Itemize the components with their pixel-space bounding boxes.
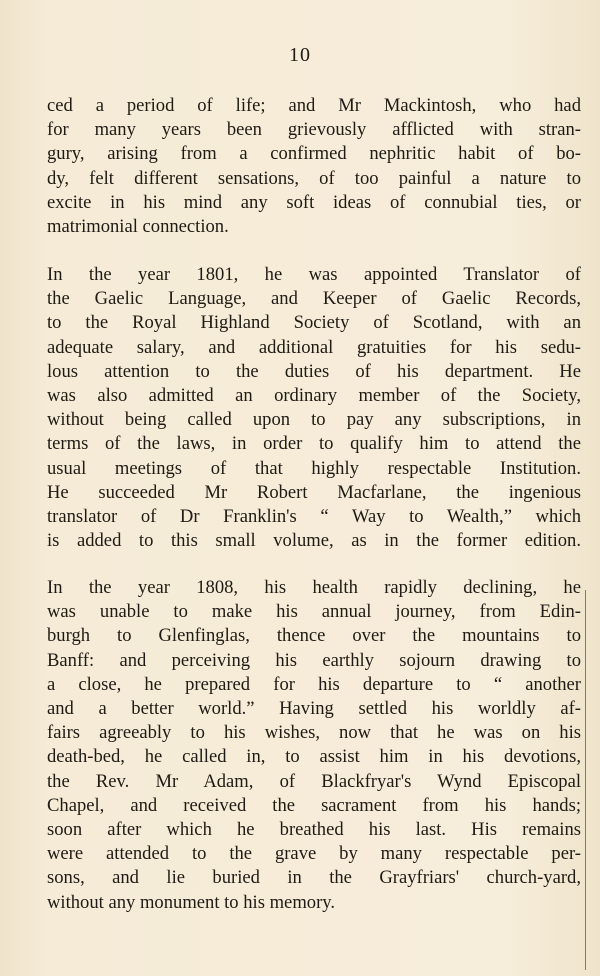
text-line: and a better world.” Having settled his worldly af-	[47, 698, 581, 720]
text-line: soon after which he breathed his last. His remains	[47, 819, 581, 841]
paragraph-1	[47, 94, 581, 239]
text-line: terms of the laws, in order to qualify him to attend the	[47, 433, 581, 455]
text-line: lous attention to the duties of his department. He	[47, 360, 581, 382]
text-line: Chapel, and received the sacrament from his hands;	[47, 794, 581, 816]
text-line: usual meetings of that highly respectable Institution.	[47, 457, 581, 479]
text-line: the Gaelic Language, and Keeper of Gaelic Records,	[47, 288, 581, 310]
text-line: a close, he prepared for his departure to “ another	[47, 673, 581, 695]
text-line: death-bed, he called in, to assist him in his devotions,	[47, 746, 581, 768]
text-line: is added to this small volume, as in the former edition.	[47, 530, 581, 552]
text-line: Banff: and perceiving his earthly sojourn drawing to	[47, 649, 581, 671]
text-line: were attended to the grave by many respectable per-	[47, 843, 581, 865]
paragraph-3	[47, 576, 581, 915]
text-line: without any monument to his memory.	[47, 891, 336, 913]
text-line: ced a period of life; and Mr Mackintosh, who had	[47, 95, 581, 116]
text-line: for many years been grievously afflicted with stran-	[47, 119, 581, 141]
text-line: sons, and lie buried in the Grayfriars' church-yard,	[47, 867, 581, 889]
text-line: excite in his mind any soft ideas of connubial ties, or	[47, 191, 581, 213]
text-line: He succeeded Mr Robert Macfarlane, the ingenious	[47, 481, 581, 503]
text-line: the Rev. Mr Adam, of Blackfryar's Wynd Episcopal	[47, 770, 581, 792]
text-line: was unable to make his annual journey, from Edin-	[47, 601, 581, 623]
text-line: translator of Dr Franklin's “ Way to Wealth,” which	[47, 506, 581, 528]
text-line: matrimonial connection.	[47, 216, 229, 238]
text-line: burgh to Glenfinglas, thence over the mountains to	[47, 625, 581, 647]
page-edge-line	[585, 590, 586, 970]
text-line: was also admitted an ordinary member of the Society,	[47, 385, 581, 407]
text-line: fairs agreeably to his wishes, now that he was on his	[47, 722, 581, 744]
page-number: 10	[289, 44, 311, 66]
text-line: In the year 1808, his health rapidly declining, he	[47, 577, 581, 598]
text-line: dy, felt different sensations, of too painful a nature to	[47, 167, 581, 189]
text-line: In the year 1801, he was appointed Translator of	[47, 264, 581, 285]
text-line: adequate salary, and additional gratuities for his sedu-	[47, 336, 581, 358]
text-line: gury, arising from a confirmed nephritic habit of bo-	[47, 143, 581, 165]
paragraph-2	[47, 263, 581, 553]
text-line: to the Royal Highland Society of Scotland, with an	[47, 312, 581, 334]
text-line: without being called upon to pay any subscriptions, in	[47, 409, 581, 431]
